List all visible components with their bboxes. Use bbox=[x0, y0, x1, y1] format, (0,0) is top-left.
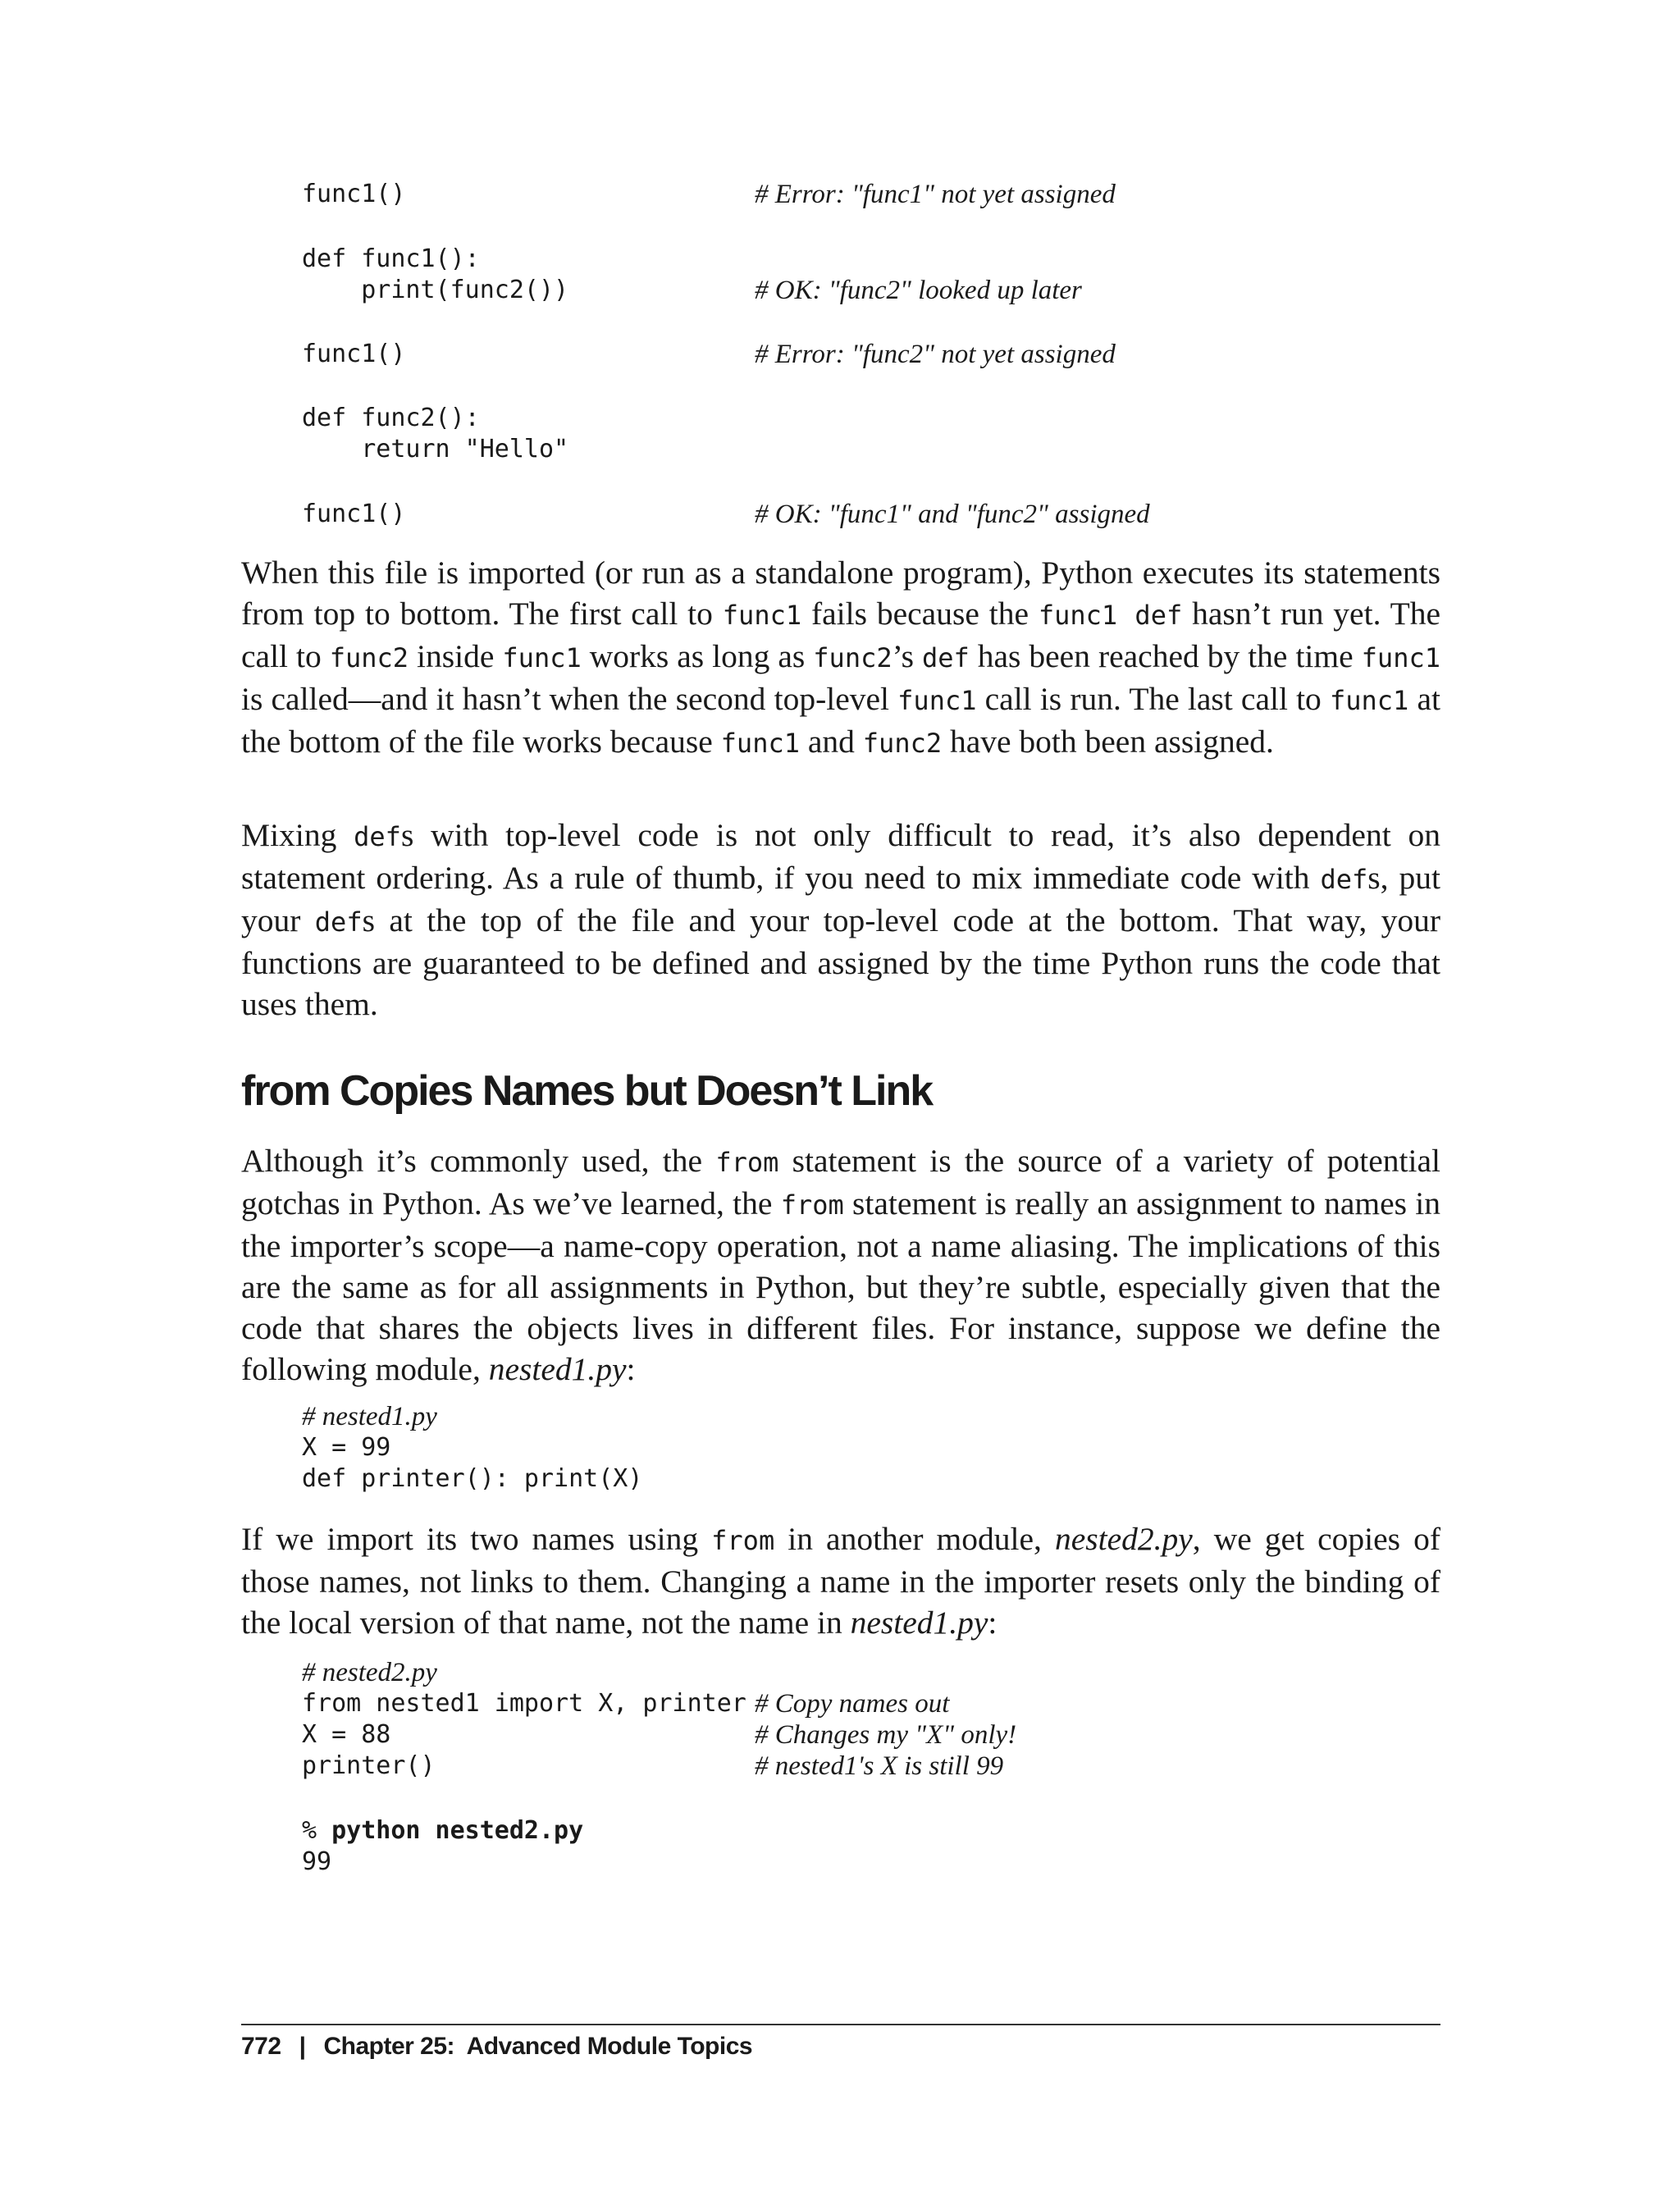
footer-rule bbox=[241, 2024, 1440, 2025]
code-comment: # Error: "func2" not yet assigned bbox=[755, 340, 1116, 369]
code-comment: # Error: "func1" not yet assigned bbox=[755, 180, 1116, 209]
shell-command: python nested2.py bbox=[331, 1816, 584, 1845]
paragraph-3: Although it’s commonly used, the from statement is the source of a variety of potential gotchas in Python. As we’ve learned, the from statement is really an assignment to names in the importer’s scope—a name-copy operation, not a name aliasing. The implications of this are the same as for all assignments in Python, but they’re subtle, especially given that the code that shares the objects lives in different files. For instance, suppose we define the following module, nested1.py: bbox=[241, 1143, 1440, 1387]
code-line: func1() bbox=[302, 340, 406, 368]
code-line: printer() bbox=[302, 1751, 436, 1780]
page-footer bbox=[241, 2033, 752, 2061]
code-comment: # Copy names out bbox=[755, 1689, 950, 1719]
code-line: X = 88 bbox=[302, 1720, 391, 1749]
paragraph-4: If we import its two names using from in another module, nested2.py, we get copies of those names, not links to them. Changing a name in the importer resets only the binding of the local version of that name, not the name in nested1.py: bbox=[241, 1521, 1440, 1641]
section-heading: from Copies Names but Doesn’t Link bbox=[241, 1067, 933, 1115]
shell-output: 99 bbox=[302, 1847, 332, 1876]
chapter-title: Chapter 25: Advanced Module Topics bbox=[323, 2033, 753, 2060]
code-line: def printer(): print(X) bbox=[302, 1464, 643, 1493]
code-comment: # nested1's X is still 99 bbox=[755, 1751, 1004, 1781]
code-comment: # OK: "func1" and "func2" assigned bbox=[755, 500, 1150, 529]
paragraph-2: Mixing defs with top-level code is not only difficult to read, it’s also dependent on statement ordering. As a rule of thumb, if you need to mix immediate code with defs, put your defs at the top of the file and your top-level code at the bottom. That way, your functions are guaranteed to be defined and assigned by the time Python runs the code that uses them. bbox=[241, 817, 1440, 1022]
code-comment: # OK: "func2" looked up later bbox=[755, 276, 1082, 305]
shell-prompt: % bbox=[302, 1816, 332, 1845]
code-comment: # nested1.py bbox=[302, 1402, 437, 1431]
shell-command-line bbox=[302, 1815, 583, 1847]
code-line: def func1(): bbox=[302, 244, 480, 273]
page-number: 772 bbox=[241, 2033, 281, 2060]
code-line: from nested1 import X, printer bbox=[302, 1689, 746, 1718]
code-line: func1() bbox=[302, 500, 406, 528]
code-line: def func2(): bbox=[302, 404, 480, 432]
code-line: print(func2()) bbox=[302, 276, 569, 304]
code-line: X = 99 bbox=[302, 1433, 391, 1462]
paragraph-1: When this file is imported (or run as a standalone program), Python executes its statements from top to bottom. The first call to func1 fails because the func1 def hasn’t run yet. The call to func2 inside func1 works as long as func2’s def has been reached by the time func1 is called—and it hasn’t when the second top-level func1 call is run. The last call to func1 at the bottom of the file works because func1 and func2 have both been assigned. bbox=[241, 555, 1441, 760]
code-line: return "Hello" bbox=[302, 435, 569, 463]
code-comment: # nested2.py bbox=[302, 1658, 437, 1687]
code-line: func1() bbox=[302, 180, 406, 208]
code-comment: # Changes my "X" only! bbox=[755, 1720, 1017, 1750]
footer-separator: | bbox=[299, 2033, 306, 2060]
